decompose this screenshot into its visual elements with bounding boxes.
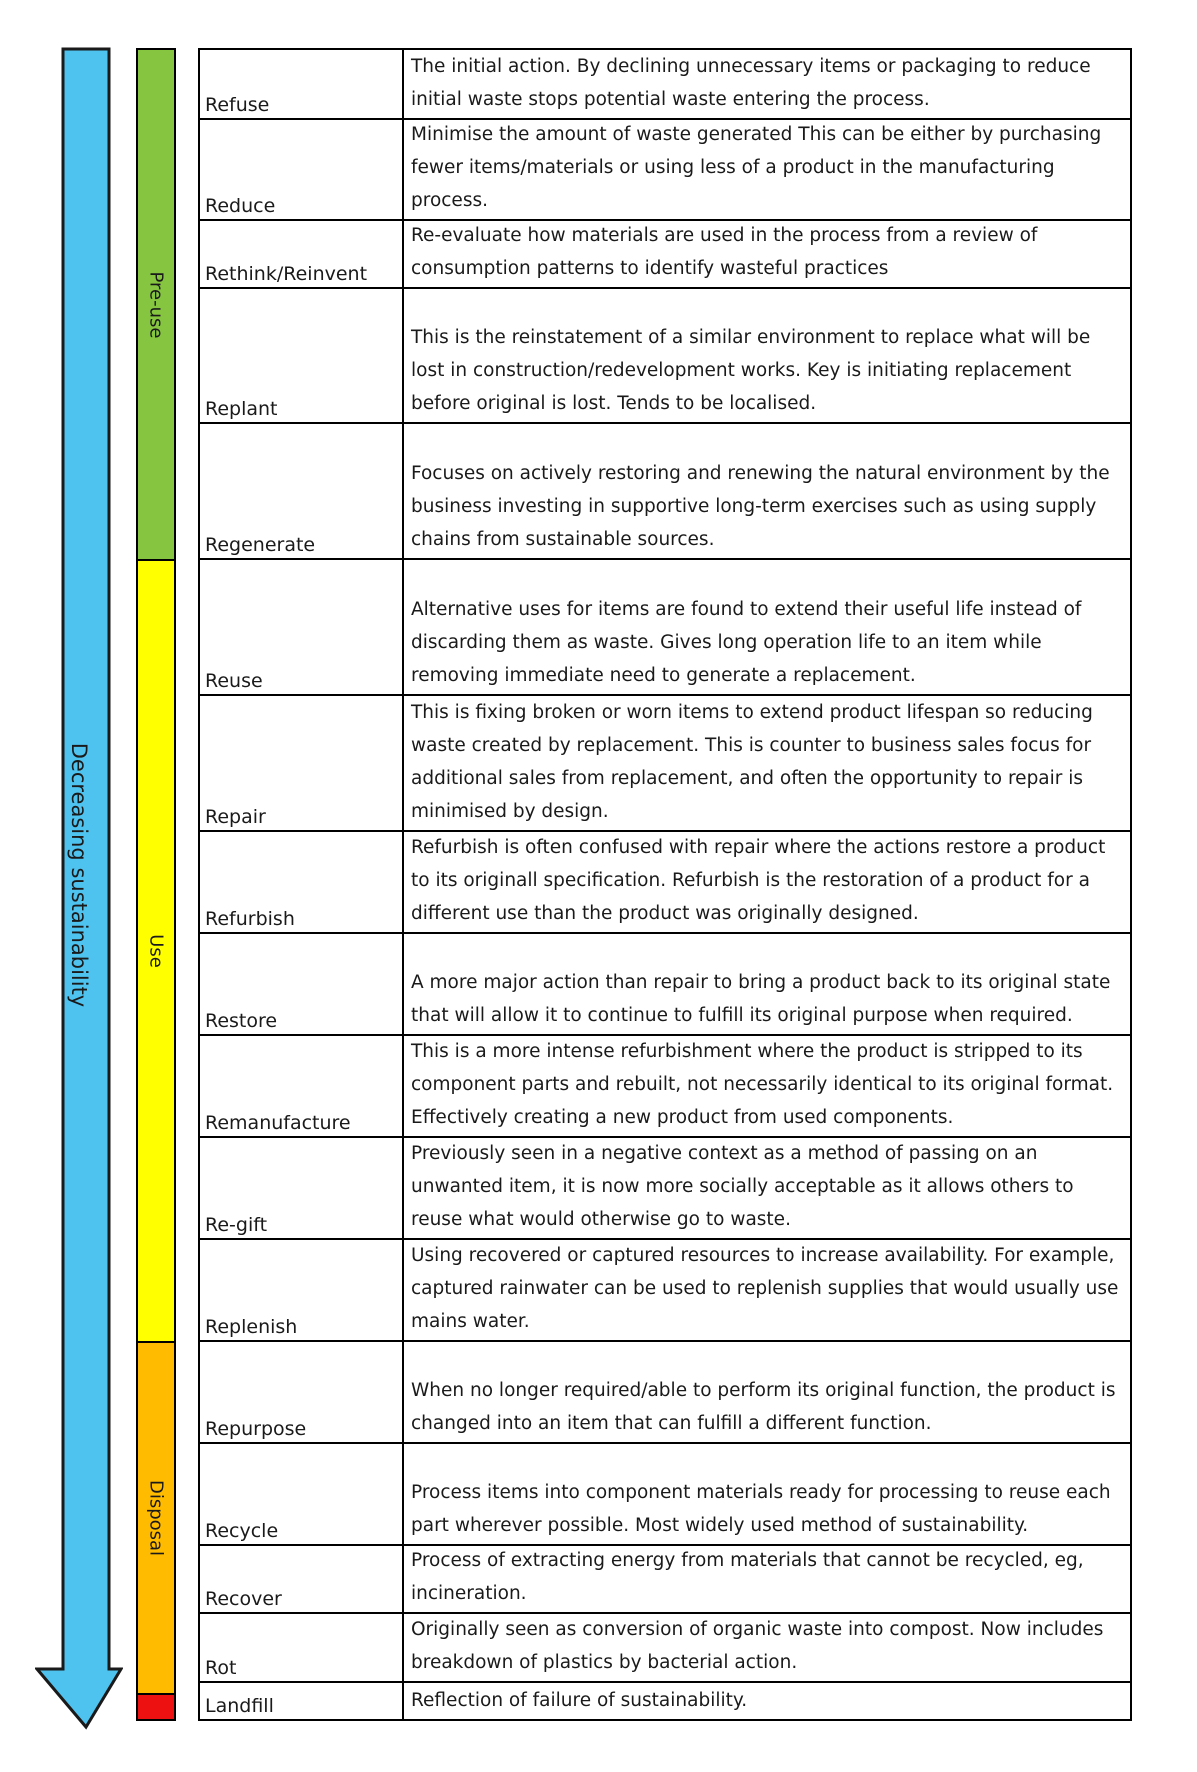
term-cell: Reduce <box>200 120 404 219</box>
table-row <box>200 1614 1130 1683</box>
table-row <box>200 1342 1130 1444</box>
phase-band-landfill <box>136 1693 176 1721</box>
term-cell: Reuse <box>200 560 404 694</box>
table-row <box>200 1138 1130 1240</box>
term-cell: Refurbish <box>200 832 404 932</box>
description-cell: Focuses on actively restoring and renewing the natural environment by the business investing in supportive long-term exercises such as using supply chains from sustainable sources. <box>411 463 1110 550</box>
table-row <box>200 934 1130 1036</box>
table-row <box>200 221 1130 289</box>
table-row <box>200 120 1130 221</box>
table-row <box>200 1240 1130 1342</box>
table-row <box>200 1444 1130 1546</box>
arrow-label: Decreasing sustainability <box>67 742 91 1008</box>
description-cell: Alternative uses for items are found to extend their useful life instead of discarding them as waste. Gives long operation life to an item while removing immediate need to generate a replacement. <box>411 599 1082 686</box>
term-cell: Recycle <box>200 1444 404 1544</box>
description-cell: Refurbish is often confused with repair where the actions restore a product to its originall specification. Refurbish is the restoration of a product for a different use than the product was originally designed. <box>411 837 1106 924</box>
term-cell: Remanufacture <box>200 1036 404 1136</box>
description-cell: Previously seen in a negative context as a method of passing on an unwanted item, it is now more socially acceptable as it allows others to reuse what would otherwise go to waste. <box>411 1143 1074 1230</box>
term-cell: Replenish <box>200 1240 404 1340</box>
description-cell: A more major action than repair to bring a product back to its original state that will allow it to continue to fulfill its original purpose when required. <box>411 972 1111 1026</box>
description-cell: Minimise the amount of waste generated This can be either by purchasing fewer items/materials or using less of a product in the manufacturing process. <box>411 124 1102 211</box>
term-cell: Repair <box>200 696 404 830</box>
table-row <box>200 289 1130 424</box>
table-row <box>200 832 1130 934</box>
term-cell: Re-gift <box>200 1138 404 1238</box>
table-row <box>200 1036 1130 1138</box>
term-cell: Recover <box>200 1546 404 1612</box>
term-cell: Rot <box>200 1614 404 1681</box>
description-cell: Process of extracting energy from materials that cannot be recycled, eg, incineration. <box>411 1550 1084 1604</box>
table-row <box>200 1546 1130 1614</box>
term-cell: Replant <box>200 289 404 422</box>
phase-label-use: Use <box>145 934 167 968</box>
term-cell: Regenerate <box>200 424 404 558</box>
r-strategies-table <box>198 48 1132 1721</box>
description-cell: Re-evaluate how materials are used in the process from a review of consumption patterns to identify wasteful practices <box>411 225 1038 279</box>
term-cell: Repurpose <box>200 1342 404 1442</box>
description-cell: This is the reinstatement of a similar environment to replace what will be lost in construction/redevelopment works. Key is initiating replacement before original is lost. Tends to be localised. <box>411 327 1091 414</box>
table-row <box>200 1683 1130 1719</box>
table-row <box>200 50 1130 120</box>
description-cell: This is a more intense refurbishment where the product is stripped to its component parts and rebuilt, not necessarily identical to its original format. Effectively creating a new product from used components. <box>411 1041 1114 1128</box>
description-cell: The initial action. By declining unnecessary items or packaging to reduce initial waste stops potential waste entering the process. <box>411 56 1091 110</box>
description-cell: This is fixing broken or worn items to extend product lifespan so reducing waste created by replacement. This is counter to business sales focus for additional sales from replacement, and often the opportunity to repair is minimised by design. <box>411 702 1093 822</box>
table-row <box>200 424 1130 560</box>
phase-band-use <box>136 559 176 1343</box>
term-cell: Refuse <box>200 50 404 118</box>
phase-label-disposal: Disposal <box>145 1479 167 1557</box>
table-row <box>200 696 1130 832</box>
phase-band-disposal <box>136 1341 176 1695</box>
term-cell: Restore <box>200 934 404 1034</box>
phase-label-pre-use: Pre-use <box>145 271 167 338</box>
table-row <box>200 560 1130 696</box>
term-cell: Landfill <box>200 1683 404 1719</box>
description-cell: Process items into component materials ready for processing to reuse each part wherever possible. Most widely used method of sustainability. <box>411 1482 1111 1536</box>
phase-band-pre-use <box>136 48 176 561</box>
term-cell: Rethink/Reinvent <box>200 221 404 287</box>
description-cell: When no longer required/able to perform its original function, the product is changed into an item that can fulfill a different function. <box>411 1380 1116 1434</box>
description-cell: Using recovered or captured resources to increase availability. For example, captured rainwater can be used to replenish supplies that would usually use mains water. <box>411 1245 1119 1332</box>
description-cell: Originally seen as conversion of organic waste into compost. Now includes breakdown of plastics by bacterial action. <box>411 1619 1104 1673</box>
description-cell: Reflection of failure of sustainability. <box>411 1690 748 1711</box>
